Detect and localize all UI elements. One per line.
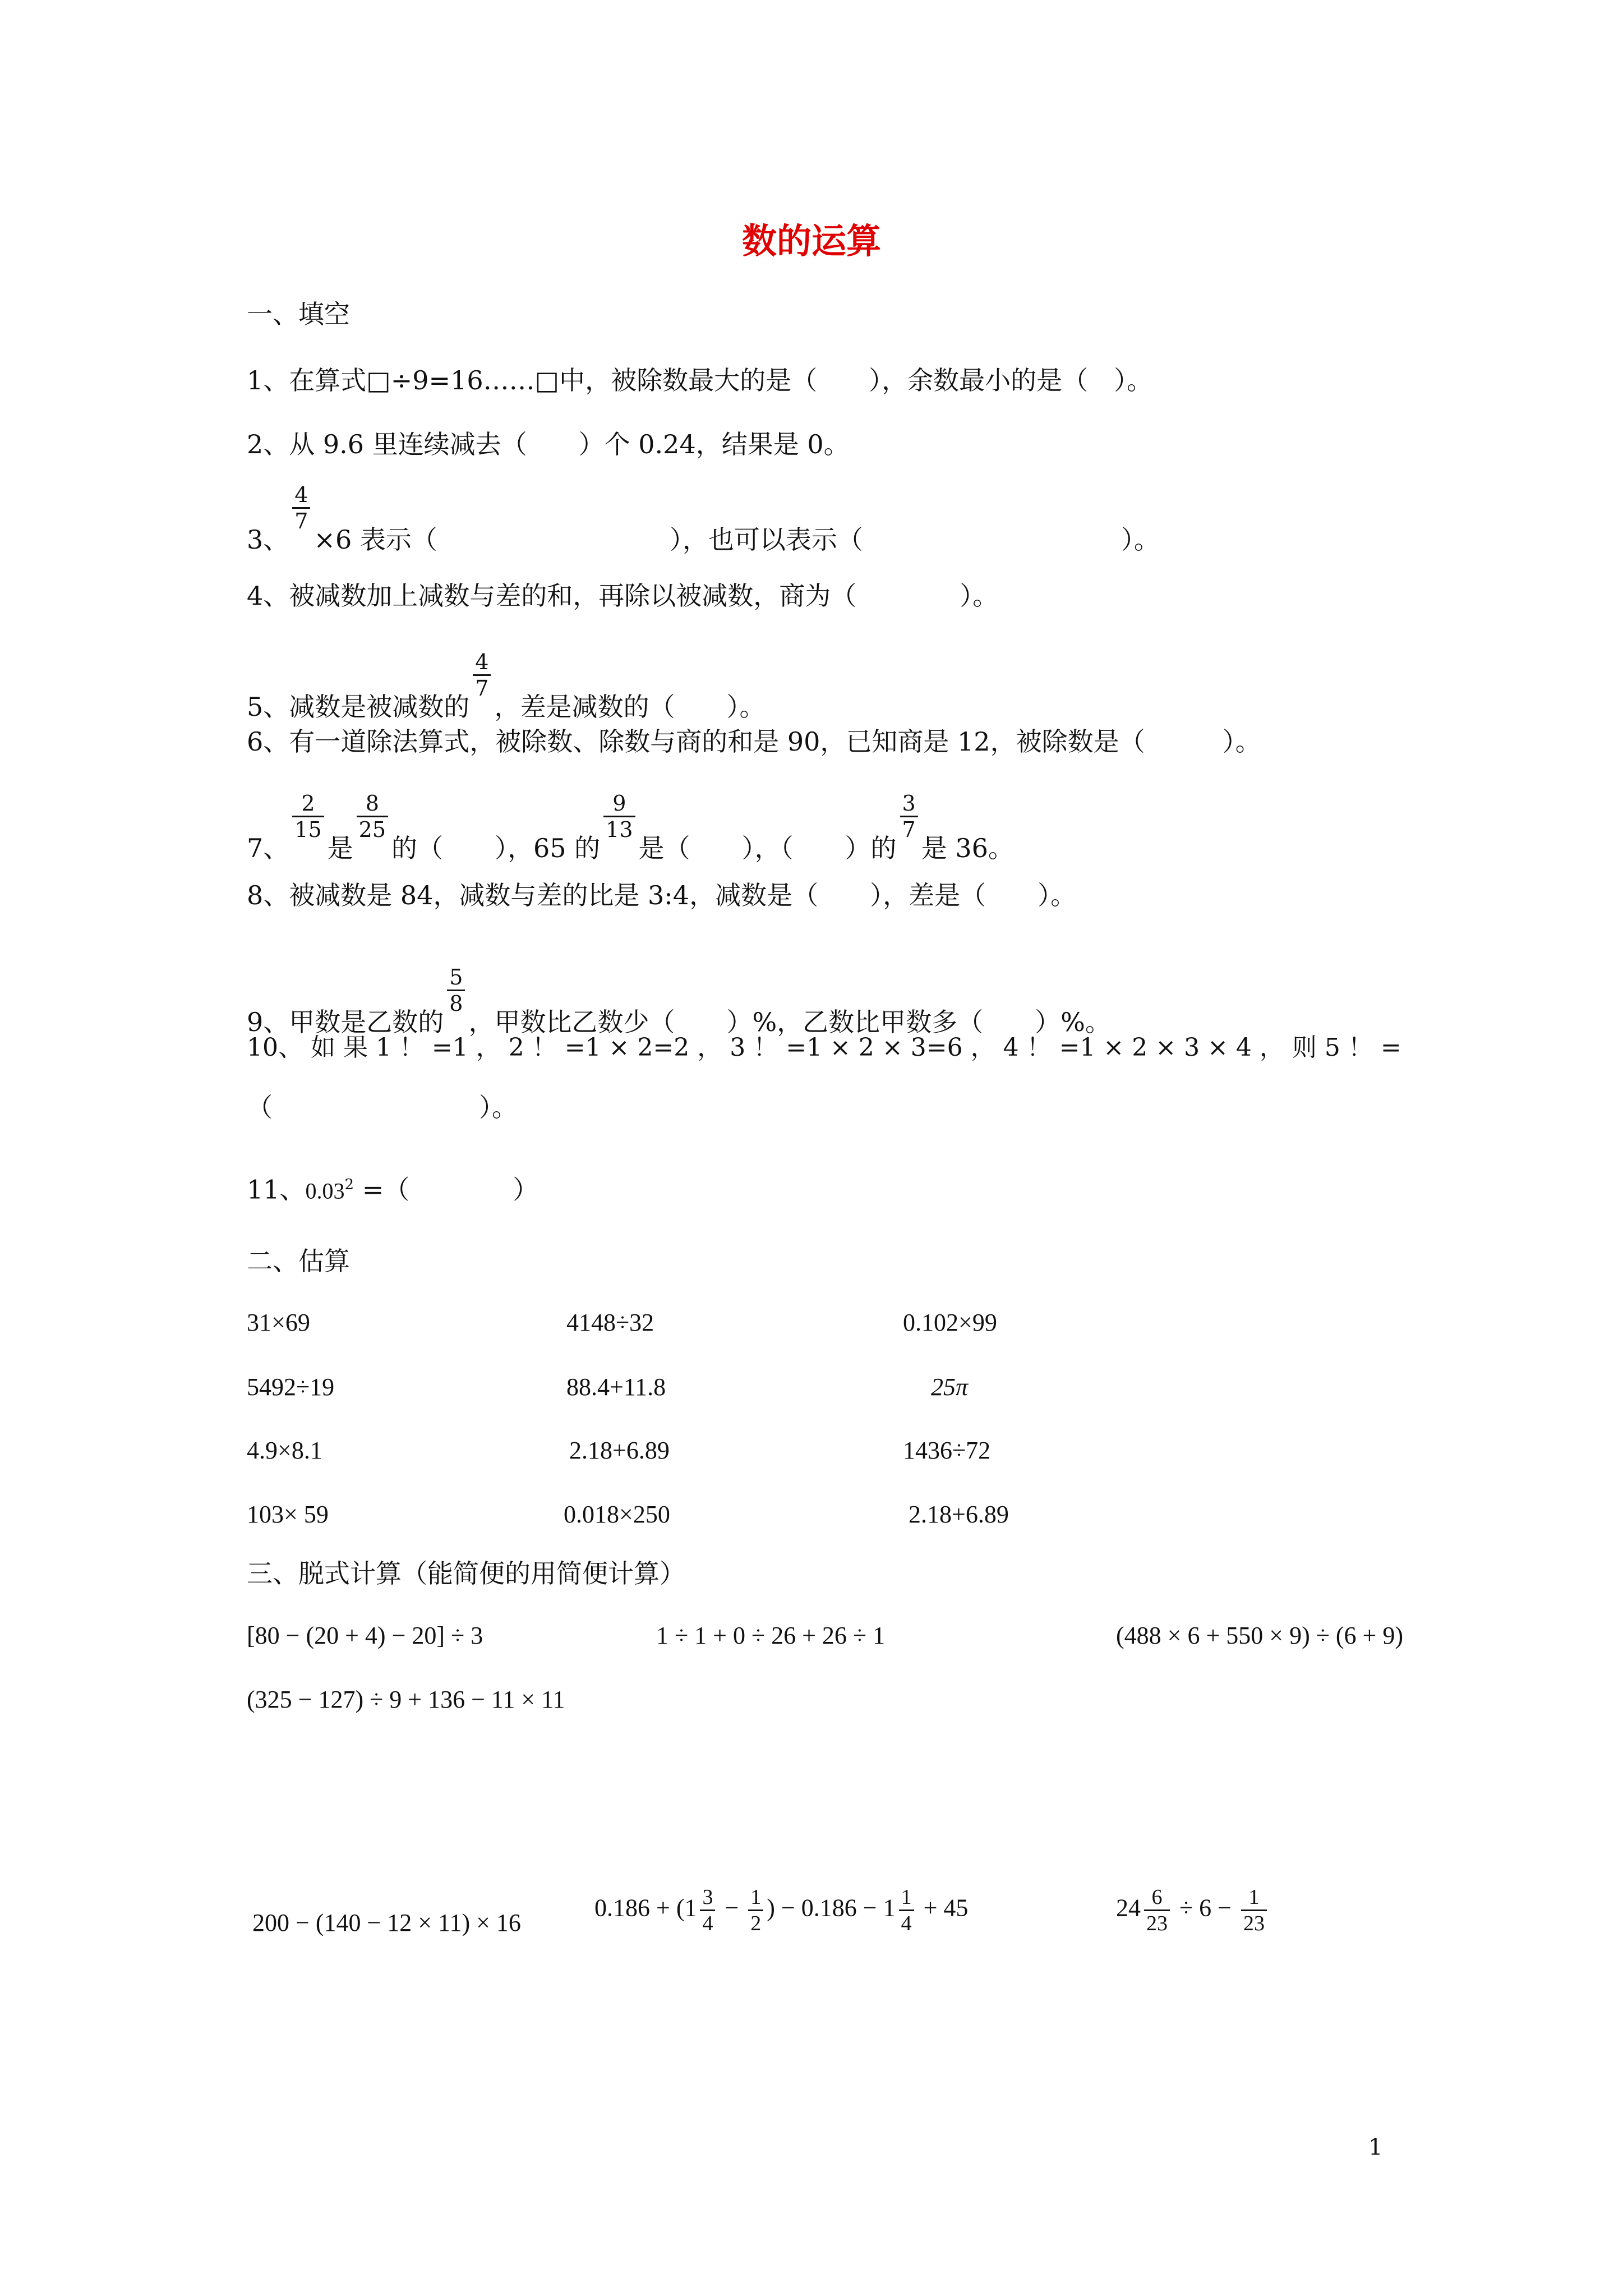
- estimate-item: 88.4+11.8: [566, 1373, 666, 1401]
- question-7-prefix: 7、: [247, 833, 289, 863]
- fraction: $\frac{9}{13}$: [603, 791, 635, 842]
- estimate-item: 2.18+6.89: [569, 1437, 670, 1464]
- question-11-rest: =（ ）: [354, 1174, 539, 1205]
- question-6: 6、有一道除法算式，被除数、除数与商的和是 90，已知商是 12，被除数是（ ）。: [247, 726, 1261, 757]
- fraction: $\frac{8}{25}$: [357, 791, 388, 842]
- question-11: [247, 1168, 538, 1207]
- question-5-text: 5、减数是被减数的: [247, 692, 470, 722]
- section-heading-fill: 一、填空: [247, 299, 350, 329]
- calc-text: ) − 0.186 − 1: [767, 1894, 896, 1922]
- question-2: 2、从 9.6 里连续减去（ ）个 0.24，结果是 0。: [247, 429, 850, 459]
- estimate-item: 5492÷19: [247, 1373, 335, 1401]
- section-heading-estimate: 二、估算: [247, 1246, 350, 1276]
- calculation-item-mixed-fractions: [594, 1885, 968, 1936]
- calc-text: + 45: [917, 1894, 969, 1922]
- calculation-item-fraction-division: [1116, 1885, 1270, 1936]
- question-7-text: 是 36。: [921, 833, 1014, 863]
- fraction: $\frac{3}{7}$: [900, 791, 918, 842]
- fraction: $\frac{5}{8}$: [447, 965, 465, 1016]
- fraction: $\frac{1}{23}$: [1241, 1885, 1267, 1936]
- calculation-item: 1 ÷ 1 + 0 ÷ 26 + 26 ÷ 1: [656, 1622, 886, 1649]
- fraction: $\frac{1}{4}$: [899, 1885, 914, 1936]
- calculation-item: (325 − 127) ÷ 9 + 136 − 11 × 11: [247, 1686, 565, 1713]
- calc-text: ÷ 6 −: [1173, 1894, 1238, 1922]
- fraction: $\frac{2}{15}$: [292, 791, 324, 842]
- question-7: [247, 791, 1014, 865]
- calc-text: −: [718, 1894, 745, 1922]
- question-9-rest: ，甲数比乙数少（ ）%，乙数比甲数多（ ）%。: [468, 1007, 1111, 1037]
- estimate-item: 103× 59: [247, 1501, 329, 1528]
- question-5-rest: ，差是减数的（ ）。: [494, 692, 766, 722]
- estimate-item: 1436÷72: [903, 1437, 991, 1464]
- calc-text: 24: [1116, 1894, 1141, 1922]
- calculation-item: 200 − (140 − 12 × 11) × 16: [252, 1909, 521, 1936]
- question-3: [247, 482, 1160, 556]
- calculation-item: [80 − (20 + 4) − 20] ÷ 3: [247, 1622, 483, 1649]
- calc-text: 0.186 + (1: [594, 1894, 697, 1922]
- question-9: [247, 965, 1111, 1039]
- fraction: $\frac{3}{4}$: [700, 1885, 715, 1936]
- fraction: $\frac{6}{23}$: [1144, 1885, 1170, 1936]
- estimate-item: 25π: [931, 1373, 969, 1401]
- question-3-text: ×6 表示（ ），也可以表示（ ）。: [313, 524, 1160, 555]
- question-9-text: 9、甲数是乙数的: [247, 1007, 444, 1037]
- estimate-item: 0.102×99: [903, 1309, 997, 1336]
- estimate-item: 31×69: [247, 1309, 310, 1336]
- estimate-item: 4.9×8.1: [247, 1437, 322, 1464]
- question-10-line-2: （ ）。: [247, 1092, 518, 1122]
- calculation-item: (488 × 6 + 550 × 9) ÷ (6 + 9): [1116, 1622, 1404, 1649]
- question-7-text: 是: [327, 833, 353, 863]
- question-4: 4、被减数加上减数与差的和，再除以被减数，商为（ ）。: [247, 581, 999, 611]
- question-8: 8、被减数是 84，减数与差的比是 3:4，减数是（ ），差是（ ）。: [247, 880, 1077, 910]
- section-heading-compute: 三、脱式计算（能简便的用简便计算）: [247, 1558, 685, 1589]
- question-3-prefix: 3、: [247, 524, 289, 555]
- question-7-text: 的（ ），65 的: [391, 833, 601, 863]
- question-1: 1、在算式□÷9=16……□中，被除数最大的是（ ），余数最小的是（ ）。: [247, 365, 1153, 395]
- fraction: $\frac{1}{2}$: [748, 1885, 763, 1936]
- estimate-item: 4148÷32: [566, 1309, 654, 1336]
- estimate-item: 2.18+6.89: [909, 1501, 1009, 1528]
- question-11-exponent: 2: [344, 1176, 354, 1193]
- question-11-prefix: 11、: [247, 1174, 306, 1205]
- fraction: $\frac{4}{7}$: [473, 650, 491, 701]
- page-title: 数的运算: [741, 220, 881, 261]
- question-5: [247, 650, 765, 724]
- page-number: 1: [1368, 2134, 1383, 2160]
- question-11-base: 0.03: [305, 1178, 345, 1204]
- fraction: $\frac{4}{7}$: [292, 482, 310, 533]
- question-7-text: 是（ ），（ ）的: [638, 833, 897, 863]
- estimate-item: 0.018×250: [564, 1501, 670, 1528]
- question-10-line-1: 10、 如 果 1 ！ =1 ， 2 ！ =1 × 2=2 ， 3 ！ =1 × 2 × 3=6 ， 4 ！ =1 × 2 × 3 × 4 ， 则 5 ！ =: [247, 1033, 1401, 1062]
